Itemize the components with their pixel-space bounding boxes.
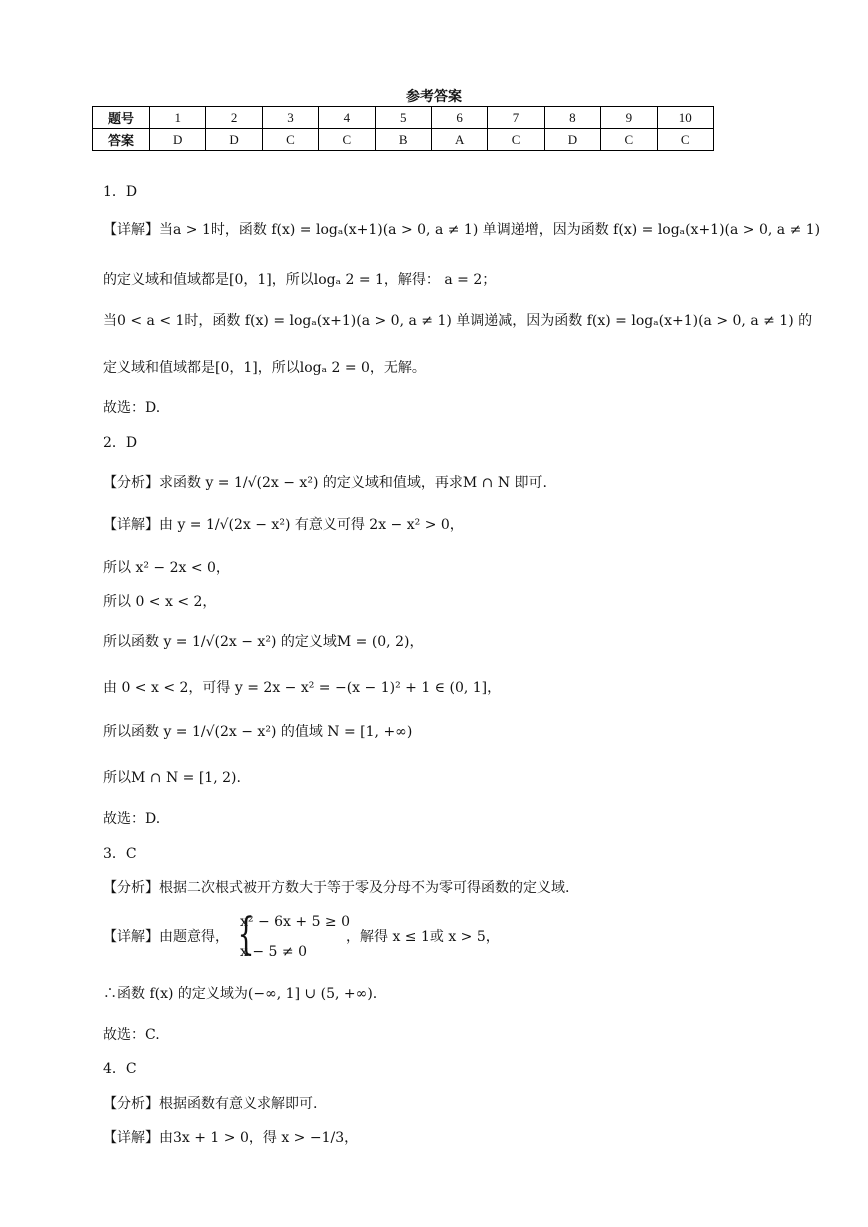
table-row-answers (93, 129, 714, 151)
table-cell: 7 (488, 107, 544, 129)
table-row-header: 题号 (93, 107, 150, 129)
question-heading: 4．C (103, 1061, 137, 1077)
choice-line: 故选：D. (103, 811, 161, 827)
solution-line: 所以函数 y = 1/√(2x − x²) 的值域 N = [1, +∞) (103, 724, 413, 740)
analysis-line: 【分析】根据函数有意义求解即可. (103, 1096, 318, 1112)
page-title: 参考答案 (406, 89, 462, 105)
solution-line: 【详解】当a > 1时，函数 f(x) = logₐ(x+1)(a > 0, a ≠ 1) 单调递增，因为函数 f(x) = logₐ(x+1)(a > 0, a ≠ 1) (103, 222, 821, 238)
table-cell: 4 (319, 107, 375, 129)
solution-line: 【详解】由3x + 1 > 0，得 x > −1/3， (103, 1130, 359, 1146)
inequality-line: x² − 6x + 5 ≥ 0 (240, 914, 351, 930)
solution-line: 由 0 < x < 2，可得 y = 2x − x² = −(x − 1)² + 1 ∈ (0, 1]， (103, 680, 502, 696)
table-row-numbers (93, 107, 714, 129)
inequality-line: x − 5 ≠ 0 (240, 944, 307, 960)
question-heading: 1．D (103, 184, 138, 200)
table-cell: 9 (601, 107, 657, 129)
choice-line: 故选：C. (103, 1027, 160, 1043)
solution-line: 的定义域和值域都是[0，1]，所以logₐ 2 = 1，解得： a = 2； (103, 272, 497, 288)
table-cell: 3 (262, 107, 318, 129)
analysis-line: 【分析】求函数 y = 1/√(2x − x²) 的定义域和值域，再求M ∩ N 即可. (103, 475, 547, 491)
solution-line: 所以 x² − 2x < 0， (103, 560, 230, 576)
left-brace: { (237, 909, 255, 960)
table-cell: 6 (431, 107, 487, 129)
question-heading: 3．C (103, 846, 137, 862)
table-row-header: 答案 (93, 129, 150, 151)
table-cell: A (431, 129, 487, 151)
analysis-line: 【分析】根据二次根式被开方数大于等于零及分母不为零可得函数的定义域. (103, 880, 570, 896)
table-cell: C (488, 129, 544, 151)
table-cell: C (262, 129, 318, 151)
solution-line: ∴函数 f(x) 的定义域为(−∞, 1] ∪ (5, +∞). (103, 986, 378, 1002)
table-cell: 10 (657, 107, 713, 129)
solution-line: 定义域和值域都是[0，1]，所以logₐ 2 = 0，无解。 (103, 360, 426, 376)
table-cell: C (319, 129, 375, 151)
table-cell: 8 (544, 107, 600, 129)
question-heading: 2．D (103, 435, 138, 451)
table-cell: D (206, 129, 262, 151)
table-cell: D (150, 129, 206, 151)
choice-line: 故选：D. (103, 400, 161, 416)
table-cell: 1 (150, 107, 206, 129)
table-cell: D (544, 129, 600, 151)
table-cell: B (375, 129, 431, 151)
inequality-system (237, 907, 351, 967)
solution-line: 所以M ∩ N = [1, 2). (103, 770, 241, 786)
solution-line: 所以函数 y = 1/√(2x − x²) 的定义域M = (0, 2)， (103, 634, 424, 650)
answer-table (92, 106, 714, 151)
table-cell: C (657, 129, 713, 151)
table-cell: 2 (206, 107, 262, 129)
solution-line: 【详解】由 y = 1/√(2x − x²) 有意义可得 2x − x² > 0， (103, 517, 464, 533)
solution-line: 所以 0 < x < 2， (103, 594, 217, 610)
table-cell: C (601, 129, 657, 151)
solution-line: 当0 < a < 1时，函数 f(x) = logₐ(x+1)(a > 0, a ≠ 1) 单调递减，因为函数 f(x) = logₐ(x+1)(a > 0, a ≠ 1) 的 (103, 313, 813, 329)
table-cell: 5 (375, 107, 431, 129)
solution-line: ，解得 x ≤ 1或 x > 5， (346, 929, 500, 945)
solution-line: 【详解】由题意得， (103, 929, 229, 945)
